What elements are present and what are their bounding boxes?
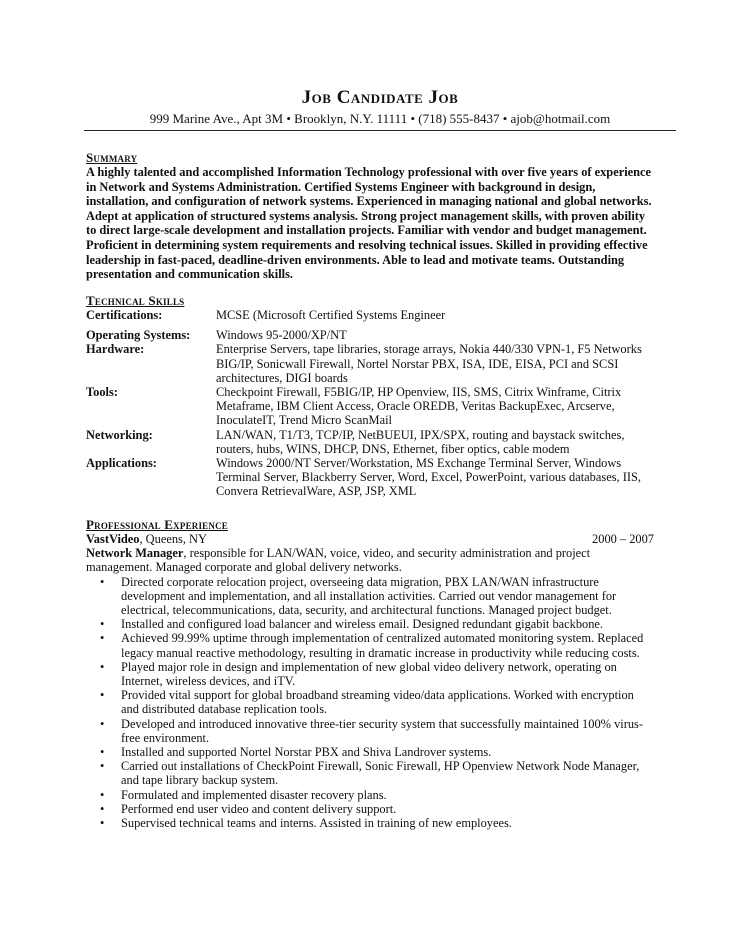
skill-row-certifications [86,308,654,322]
list-item: • Played major role in design and implementation of new global video delivery network, operating on Internet, wireless devices, and iTV. [86,660,654,688]
job-summary: , responsible for LAN/WAN, voice, video, and security administration and project management. Managed corporate and global delivery networks. [86,546,591,575]
skill-row-applications [86,456,654,499]
list-item: • Carried out installations of CheckPoint Firewall, Sonic Firewall, HP Openview Network Node Manager, and tape library backup system. [86,759,654,787]
candidate-name: Job Candidate Job [301,87,459,108]
skill-label: Operating Systems: [86,328,191,343]
experience-heading: Professional Experience [86,517,228,532]
achievement-list [86,575,654,831]
skill-row-networking [86,428,654,456]
job-title: Network Manager [86,546,184,561]
header-divider [84,130,676,131]
list-item: • Installed and configured load balancer and wireless email. Designed redundant gigabit backbone. [86,617,654,631]
list-item: • Installed and supported Nortel Norstar PBX and Shiva Landrover systems. [86,745,654,759]
job-dates: 2000 – 2007 [592,532,654,546]
job-description [86,546,654,574]
list-item: • Formulated and implemented disaster recovery plans. [86,788,654,802]
skill-label: Hardware: [86,342,145,357]
skill-label: Applications: [86,456,157,471]
technical-skills-section [86,294,654,499]
list-item: • Performed end user video and content delivery support. [86,802,654,816]
list-item: • Provided vital support for global broadband streaming video/data applications. Worked with encryption and distributed database replication tools. [86,688,654,716]
skill-label: Networking: [86,427,153,442]
skill-label: Tools: [86,385,118,400]
skill-value: Enterprise Servers, tape libraries, storage arrays, Nokia 440/330 VPN-1, F5 Networks BIG/IP, Sonicwall Firewall, Nortel Norstar PBX, ISA, IDE, EISA, PCI and SCSI architectures, DIGI boards [216,342,642,385]
skill-value: MCSE (Microsoft Certified Systems Engineer [216,308,446,322]
contact-line: 999 Marine Ave., Apt 3M • Brooklyn, N.Y. 11111 • (718) 555-8437 • ajob@hotmail.com [149,111,611,126]
technical-skills-heading: Technical Skills [86,293,185,308]
skill-value: Windows 95-2000/XP/NT [216,328,347,343]
professional-experience-section [86,518,654,830]
list-item: • Achieved 99.99% uptime through implementation of centralized automated monitoring system. Replaced legacy manual reactive methodology, resulting in dramatic increase in productivity while reducing costs. [86,631,654,659]
summary-section [86,151,654,282]
skill-value: LAN/WAN, T1/T3, TCP/IP, NetBUEUI, IPX/SPX, routing and baystack switches, routers, hubs, WINS, DHCP, DNS, Ethernet, fiber optics, cable modem [216,427,625,456]
skill-row-hardware [86,342,654,385]
employer [86,532,207,546]
resume-header [80,86,680,127]
skill-value: Windows 2000/NT Server/Workstation, MS Exchange Terminal Server, Windows Terminal Server, Blackberry Server, Word, Excel, PowerPoint, various databases, IIS, Convera RetrievalWare, ASP, JSP, XML [216,456,641,499]
company-location: , Queens, NY [139,532,207,546]
skill-row-operating-systems [86,328,654,342]
summary-text: A highly talented and accomplished Information Technology professional with over five years of experience in Network and Systems Administration. Certified Systems Engineer with background in design, installation, and configuration of network systems. Experienced in managing national and global networks. Adept at application of structured systems analysis. Strong project management skills, with proven ability to direct large-scale development and installation projects. Familiar with vendor and budget management. Proficient in determining system requirements and resolving technical issues. Skilled in providing effective leadership in fast-paced, deadline-driven environments. Able to lead and motivate teams. Outstanding presentation and communication skills. [86,165,652,282]
list-item: • Developed and introduced innovative three-tier security system that successfully maintained 100% virus-free environment. [86,717,654,745]
company-name: VastVideo [86,532,140,546]
job-header [86,532,654,546]
skill-value: Checkpoint Firewall, F5BIG/IP, HP Openview, IIS, SMS, Citrix Winframe, Citrix Metaframe, IBM Client Access, Oracle OREDB, Veritas BackupExec, Arcserve, InoculateIT, Trend Micro ScanMail [216,385,622,428]
summary-heading: Summary [86,150,138,165]
list-item: • Supervised technical teams and interns. Assisted in training of new employees. [86,816,654,830]
skill-label: Certifications: [86,308,163,322]
list-item: • Directed corporate relocation project, overseeing data migration, PBX LAN/WAN infrastructure development and implementation, and all installation activities. Carried out vendor management for electrical, telecommunications, data, security, and architectural functions. Managed project budget. [86,575,654,618]
skill-row-tools [86,385,654,428]
